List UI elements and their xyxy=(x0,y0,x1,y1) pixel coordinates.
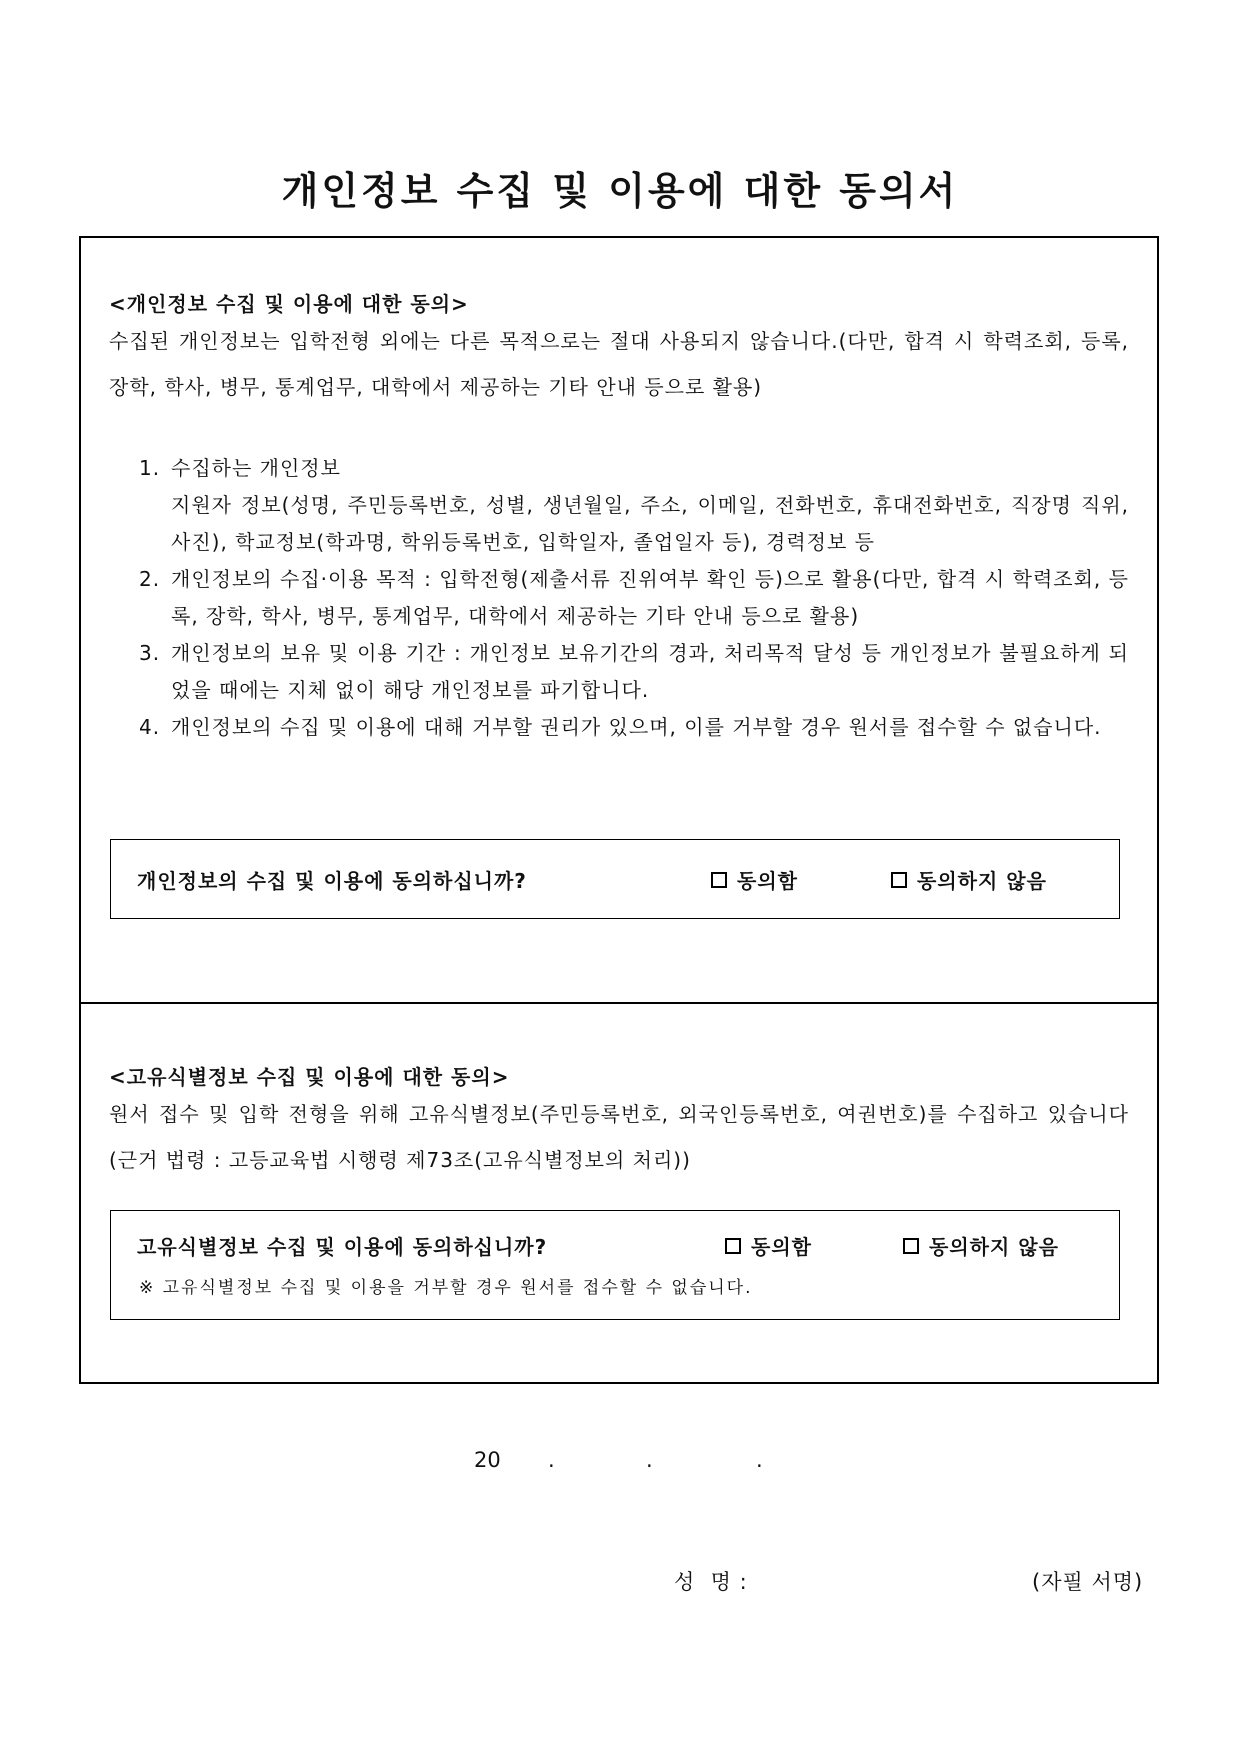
item-number: 4. xyxy=(139,715,161,739)
agree-label: 동의함 xyxy=(751,1235,812,1259)
unique-id-consent-note: ※ 고유식별정보 수집 및 이용을 거부할 경우 원서를 접수할 수 없습니다. xyxy=(139,1278,753,1298)
item-number: 1. xyxy=(139,456,161,480)
list-item xyxy=(139,635,1129,709)
section-divider xyxy=(81,1002,1157,1004)
unique-id-consent-question: 고유식별정보 수집 및 이용에 동의하십니까? xyxy=(137,1235,548,1259)
date-separator: . xyxy=(548,1448,555,1472)
item-number: 3. xyxy=(139,641,161,665)
disagree-label: 동의하지 않음 xyxy=(929,1235,1059,1259)
unique-id-disagree-option[interactable] xyxy=(903,1231,1059,1260)
personal-info-agree-option[interactable] xyxy=(711,865,798,894)
personal-info-intro: 수집된 개인정보는 입학전형 외에는 다른 목적으로는 절대 사용되지 않습니다.(다만, 합격 시 학력조회, 등록, 장학, 학사, 병무, 통계업무, 대학에서 제공하는 기타 안내 등으로 활용) xyxy=(109,329,1129,399)
personal-info-consent-box xyxy=(110,839,1120,919)
item-detail: 개인정보의 수집 및 이용에 대해 거부할 권리가 있으며, 이를 거부할 경우 원서를 접수할 수 없습니다. xyxy=(171,715,1102,739)
item-number: 2. xyxy=(139,567,161,591)
document-title: 개인정보 수집 및 이용에 대한 동의서 xyxy=(281,169,959,213)
unique-id-agree-option[interactable] xyxy=(725,1231,812,1260)
item-detail: 개인정보의 수집·이용 목적 : 입학전형(제출서류 진위여부 확인 등)으로 활용(다만, 합격 시 학력조회, 등록, 장학, 학사, 병무, 통계업무, 대학에서 제공하는 기타 안내 등으로 활용) xyxy=(171,567,1129,628)
agree-checkbox[interactable] xyxy=(725,1238,741,1254)
personal-info-items xyxy=(139,450,1129,746)
personal-info-consent-question: 개인정보의 수집 및 이용에 동의하십니까? xyxy=(137,869,527,893)
disagree-checkbox[interactable] xyxy=(891,872,907,888)
disagree-checkbox[interactable] xyxy=(903,1238,919,1254)
unique-id-heading: <고유식별정보 수집 및 이용에 대한 동의> xyxy=(109,1065,510,1089)
list-item xyxy=(139,450,1129,561)
signature-name-label: 성 명 : xyxy=(674,1570,748,1594)
signature-note: (자필 서명) xyxy=(1032,1570,1144,1594)
list-item xyxy=(139,709,1129,746)
personal-info-heading: <개인정보 수집 및 이용에 대한 동의> xyxy=(109,292,469,316)
unique-id-intro: 원서 접수 및 입학 전형을 위해 고유식별정보(주민등록번호, 외국인등록번호, 여권번호)를 수집하고 있습니다(근거 법령 : 고등교육법 시행령 제73조(고유식별정보의 처리)) xyxy=(109,1102,1129,1172)
item-title: 수집하는 개인정보 xyxy=(171,456,341,480)
item-detail: 개인정보의 보유 및 이용 기간 : 개인정보 보유기간의 경과, 처리목적 달성 등 개인정보가 불필요하게 되었을 때에는 지체 없이 해당 개인정보를 파기합니다. xyxy=(171,641,1129,702)
item-detail: 지원자 정보(성명, 주민등록번호, 성별, 생년월일, 주소, 이메일, 전화번호, 휴대전화번호, 직장명 직위, 사진), 학교정보(학과명, 학위등록번호, 입학일자, 졸업일자 등), 경력정보 등 xyxy=(171,493,1129,554)
unique-id-consent-box xyxy=(110,1210,1120,1320)
agree-label: 동의함 xyxy=(737,869,798,893)
date-year-prefix: 20 xyxy=(474,1448,501,1472)
agree-checkbox[interactable] xyxy=(711,872,727,888)
date-separator: . xyxy=(756,1448,763,1472)
consent-form-frame xyxy=(79,236,1159,1384)
date-separator: . xyxy=(646,1448,653,1472)
disagree-label: 동의하지 않음 xyxy=(917,869,1047,893)
list-item xyxy=(139,561,1129,635)
personal-info-disagree-option[interactable] xyxy=(891,865,1047,894)
